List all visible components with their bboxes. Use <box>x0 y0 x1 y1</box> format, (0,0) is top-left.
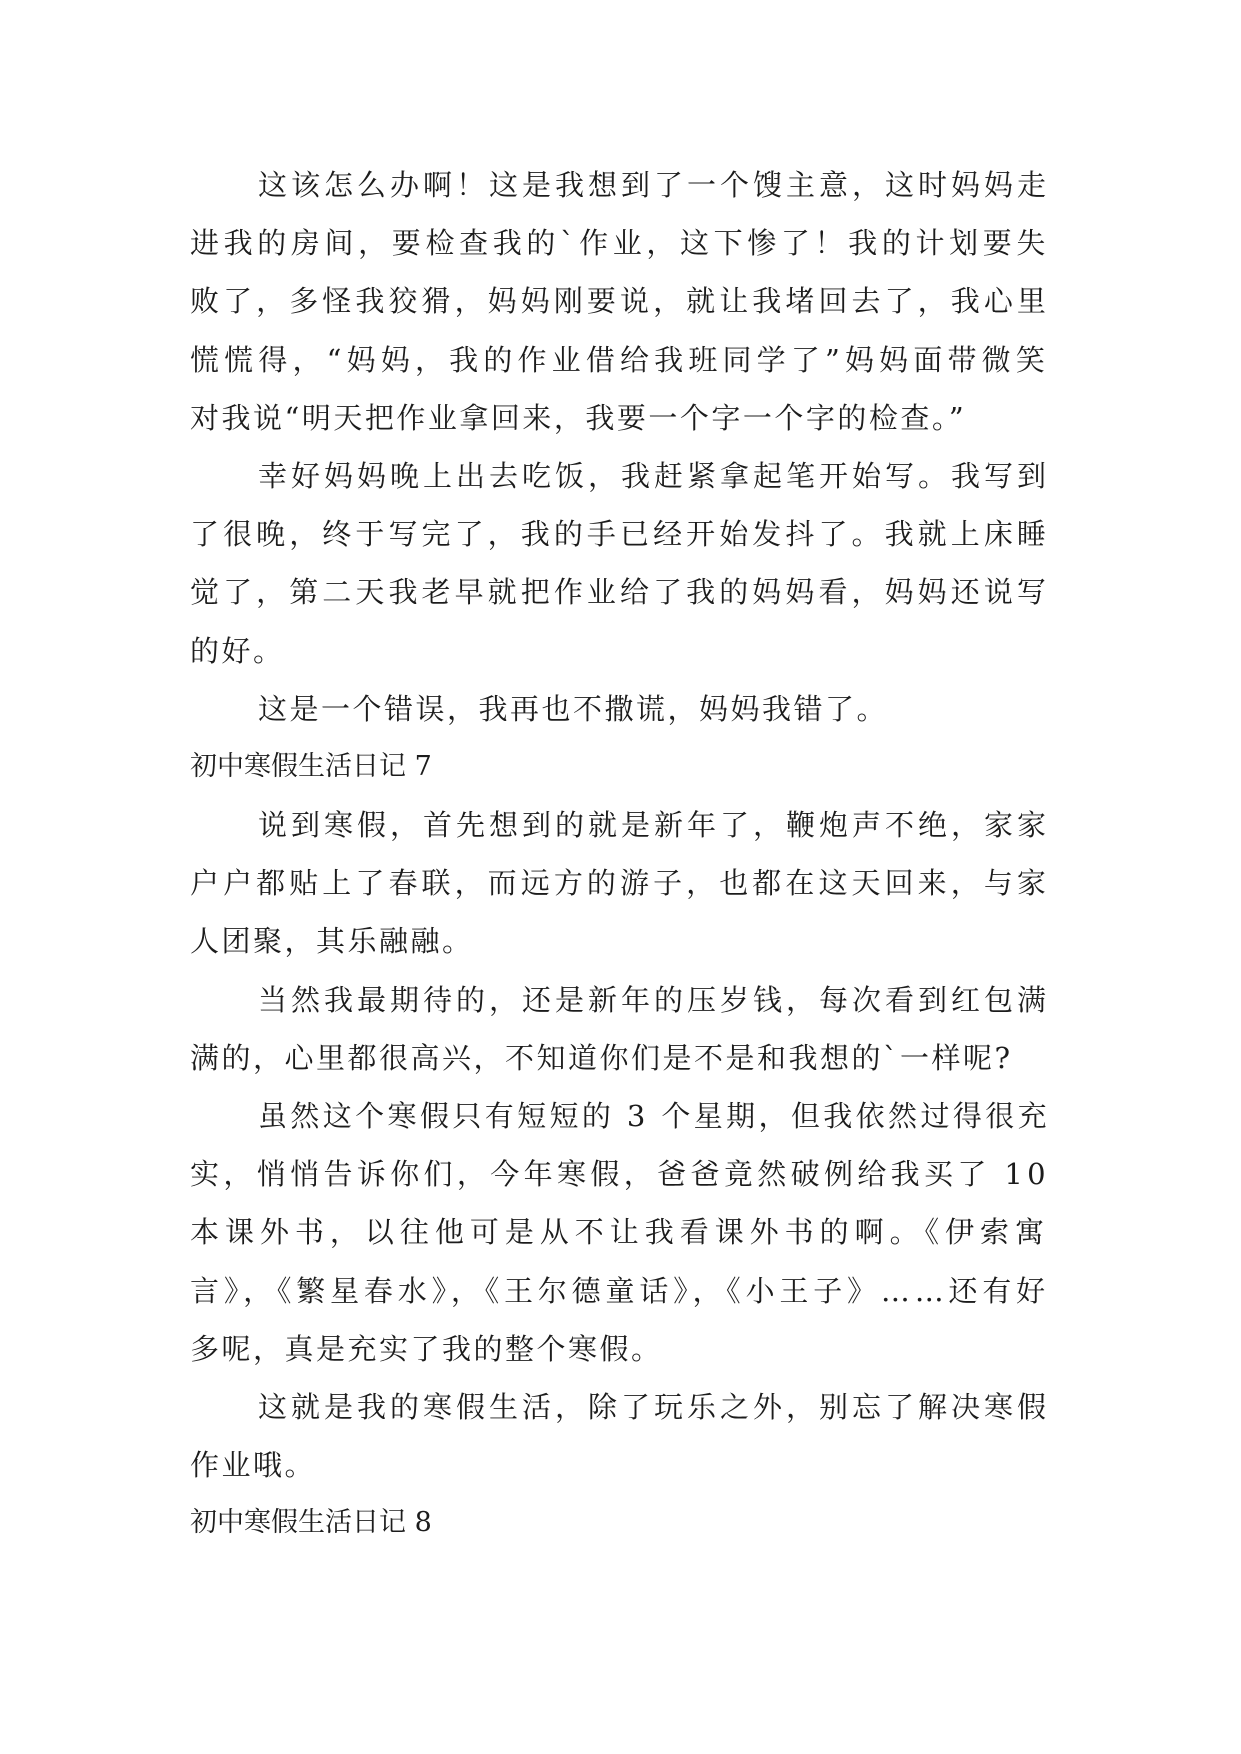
line-text: 人团聚，其乐融融。 <box>190 924 474 959</box>
line-text: 这该怎么办啊！这是我想到了一个馊主意，这时妈妈走 <box>258 168 1050 202</box>
paragraph <box>190 1087 1050 1378</box>
text-line <box>190 272 1050 330</box>
line-text: 当然我最期待的，还是新年的压岁钱，每次看到红包满 <box>258 982 1050 1017</box>
text-line <box>190 971 1050 1029</box>
line-text: 慌慌得，“妈妈，我的作业借给我班同学了”妈妈面带微笑 <box>190 342 1050 377</box>
line-text: 言》，《繁星春水》，《王尔德童话》，《小王子》……还有好 <box>190 1273 1050 1308</box>
line-text: 这是一个错误，我再也不撒谎，妈妈我错了。 <box>258 691 889 726</box>
text-line <box>190 563 1050 621</box>
text-line <box>190 622 1050 680</box>
text-line <box>190 331 1050 389</box>
line-text: 多呢，真是充实了我的整个寒假。 <box>190 1331 663 1366</box>
paragraph <box>190 447 1050 680</box>
line-text: 虽然这个寒假只有短短的 3 个星期，但我依然过得很充 <box>258 1099 1050 1133</box>
section-heading <box>190 738 1050 796</box>
text-line <box>190 1320 1050 1378</box>
section-heading <box>190 1494 1050 1552</box>
text-line <box>190 912 1050 970</box>
text-line <box>190 854 1050 912</box>
text-line <box>190 1378 1050 1436</box>
text-line <box>190 1262 1050 1320</box>
line-text: 实，悄悄告诉你们，今年寒假，爸爸竟然破例给我买了 10 <box>190 1157 1050 1192</box>
line-text: 的好。 <box>190 633 285 668</box>
text-line <box>190 1494 1050 1552</box>
line-text: 了很晚，终于写完了，我的手已经开始发抖了。我就上床睡 <box>190 517 1050 552</box>
line-text: 觉了，第二天我老早就把作业给了我的妈妈看，妈妈还说写 <box>190 575 1050 610</box>
text-line <box>190 738 1050 796</box>
line-text: 作业哦。 <box>190 1448 317 1483</box>
line-text: 说到寒假，首先想到的就是新年了，鞭炮声不绝，家家 <box>258 808 1050 843</box>
line-text: 败了，多怪我狡猾，妈妈刚要说，就让我堵回去了，我心里 <box>190 284 1050 319</box>
line-text: 幸好妈妈晚上出去吃饭，我赶紧拿起笔开始写。我写到 <box>258 458 1050 493</box>
paragraph <box>190 796 1050 971</box>
text-line <box>190 505 1050 563</box>
line-text: 进我的房间，要检查我的`作业，这下惨了！我的计划要失 <box>190 226 1050 261</box>
paragraph <box>190 156 1050 447</box>
document-body <box>190 156 1050 1553</box>
text-line <box>190 447 1050 505</box>
text-line <box>190 1087 1050 1145</box>
text-line <box>190 1436 1050 1494</box>
paragraph <box>190 680 1050 738</box>
text-line <box>190 156 1050 214</box>
line-text: 满的，心里都很高兴，不知道你们是不是和我想的`一样呢? <box>190 1040 1013 1075</box>
heading-text: 初中寒假生活日记 7 <box>190 750 432 782</box>
text-line <box>190 1203 1050 1261</box>
text-line <box>190 1145 1050 1203</box>
line-text: 本课外书，以往他可是从不让我看课外书的啊。《伊索寓 <box>190 1215 1050 1250</box>
line-text: 户户都贴上了春联，而远方的游子，也都在这天回来，与家 <box>190 866 1050 901</box>
text-line <box>190 1029 1050 1087</box>
text-line <box>190 389 1050 447</box>
text-line <box>190 214 1050 272</box>
paragraph <box>190 1378 1050 1494</box>
line-text: 这就是我的寒假生活，除了玩乐之外，别忘了解决寒假 <box>258 1389 1050 1424</box>
text-line <box>190 680 1050 738</box>
text-line <box>190 796 1050 854</box>
paragraph <box>190 971 1050 1087</box>
line-text: 对我说“明天把作业拿回来，我要一个字一个字的检查。” <box>190 400 967 435</box>
heading-text: 初中寒假生活日记 8 <box>190 1507 432 1539</box>
